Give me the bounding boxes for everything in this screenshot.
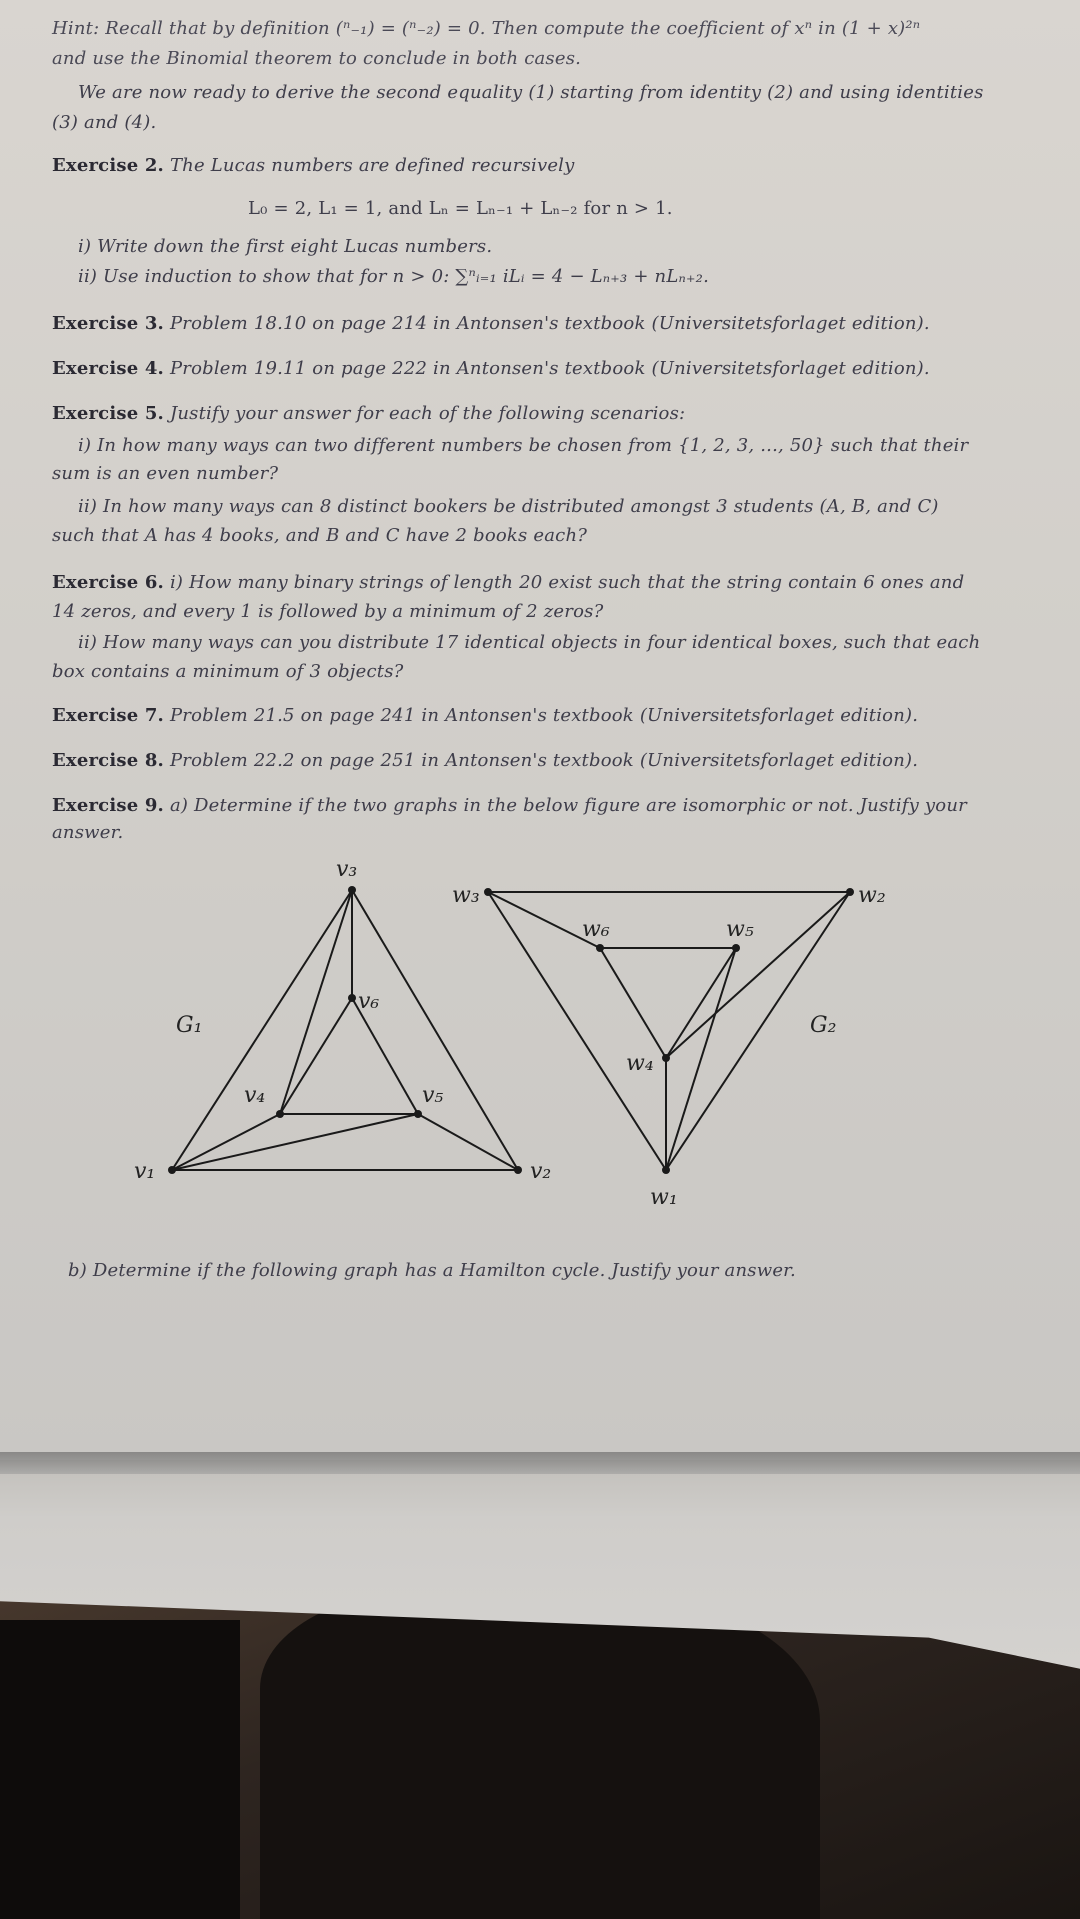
exercise-2-part-i: i) Write down the first eight Lucas numbers. bbox=[78, 236, 493, 257]
edge-v3-v4 bbox=[280, 890, 352, 1114]
vertex-v6 bbox=[348, 994, 356, 1002]
label-w2: w₂ bbox=[858, 883, 886, 908]
label-g1: G₁ bbox=[176, 1013, 203, 1038]
graph-g1-edges bbox=[172, 890, 518, 1170]
label-v3: v₃ bbox=[336, 857, 358, 882]
exercise-8 bbox=[52, 750, 918, 771]
label-w5: w₅ bbox=[726, 917, 754, 942]
exercise-5-text: Justify your answer for each of the following scenarios: bbox=[169, 403, 686, 424]
exercise-6-i-line-2: 14 zeros, and every 1 is followed by a minimum of 2 zeros? bbox=[52, 601, 604, 622]
edge-v1-v4 bbox=[172, 1114, 280, 1170]
edge-w6-w4 bbox=[600, 948, 666, 1058]
vertex-w6 bbox=[596, 944, 604, 952]
label-v2: v₂ bbox=[530, 1159, 552, 1184]
label-v1: v₁ bbox=[134, 1159, 156, 1184]
label-w4: w₄ bbox=[626, 1051, 654, 1076]
exercise-3-text: Problem 18.10 on page 214 in Antonsen's textbook (Universitetsforlaget edition). bbox=[169, 313, 930, 334]
label-w6: w₆ bbox=[582, 917, 610, 942]
label-w1: w₁ bbox=[650, 1185, 678, 1210]
vertex-w5 bbox=[732, 944, 740, 952]
exercise-6-i-line-1: i) How many binary strings of length 20 exist such that the string contain 6 ones and bbox=[169, 572, 965, 593]
exercise-5-i-line-1: i) In how many ways can two different numbers be chosen from {1, 2, 3, ..., 50} such that their bbox=[78, 435, 969, 456]
vertex-w4 bbox=[662, 1054, 670, 1062]
exercise-7-text: Problem 21.5 on page 241 in Antonsen's textbook (Universitetsforlaget edition). bbox=[169, 705, 919, 726]
label-w3: w₃ bbox=[452, 883, 480, 908]
vertex-v5 bbox=[414, 1110, 422, 1118]
exercise-4 bbox=[52, 358, 930, 379]
exercise-6-ii-line-1: ii) How many ways can you distribute 17 identical objects in four identical boxes, such that each bbox=[78, 632, 981, 653]
vertex-v4 bbox=[276, 1110, 284, 1118]
vertex-w2 bbox=[846, 888, 854, 896]
exercise-2-label: Exercise 2. bbox=[52, 155, 165, 176]
vertex-w3 bbox=[484, 888, 492, 896]
edge-v1-v5 bbox=[172, 1114, 418, 1170]
exercise-6-label: Exercise 6. bbox=[52, 572, 165, 593]
label-g2: G₂ bbox=[810, 1013, 837, 1038]
exercise-5-ii-line-1: ii) In how many ways can 8 distinct bookers be distributed amongst 3 students (A, B, and C) bbox=[78, 496, 939, 517]
edge-v6-v4 bbox=[280, 998, 352, 1114]
exercise-9-part-b: b) Determine if the following graph has a Hamilton cycle. Justify your answer. bbox=[68, 1260, 796, 1281]
exercise-8-label: Exercise 8. bbox=[52, 750, 165, 771]
vertex-v2 bbox=[514, 1166, 522, 1174]
intro-line-1: We are now ready to derive the second equality (1) starting from identity (2) and using identities bbox=[78, 82, 984, 103]
hint-line-2: and use the Binomial theorem to conclude in both cases. bbox=[52, 48, 582, 69]
graph-figure bbox=[0, 840, 1080, 1220]
intro-line-2: (3) and (4). bbox=[52, 112, 157, 133]
exercise-9-text: a) Determine if the two graphs in the below figure are isomorphic or not. Justify your bbox=[169, 795, 967, 816]
exercise-5-label: Exercise 5. bbox=[52, 403, 165, 424]
exercise-2-part-ii: ii) Use induction to show that for n > 0: ∑ⁿᵢ₌₁ iLᵢ = 4 − Lₙ₊₃ + nLₙ₊₂. bbox=[78, 266, 710, 287]
exercise-8-text: Problem 22.2 on page 251 in Antonsen's textbook (Universitetsforlaget edition). bbox=[169, 750, 919, 771]
lucas-formula: L₀ = 2, L₁ = 1, and Lₙ = Lₙ₋₁ + Lₙ₋₂ for n > 1. bbox=[248, 198, 673, 219]
exercise-7-label: Exercise 7. bbox=[52, 705, 165, 726]
exercise-7 bbox=[52, 705, 918, 726]
paper-shadow bbox=[0, 1452, 1080, 1474]
exercise-6-ii-line-2: box contains a minimum of 3 objects? bbox=[52, 661, 404, 682]
dark-object-left bbox=[0, 1620, 240, 1919]
exercise-9-line-2: answer. bbox=[52, 822, 124, 843]
label-v5: v₅ bbox=[422, 1083, 444, 1108]
edge-w5-w1 bbox=[666, 948, 736, 1170]
exercise-3 bbox=[52, 313, 930, 334]
edge-v6-v5 bbox=[352, 998, 418, 1114]
exercise-9-label: Exercise 9. bbox=[52, 795, 165, 816]
edge-w3-w1 bbox=[488, 892, 666, 1170]
exercise-9-line-1 bbox=[52, 795, 967, 816]
exercise-2-heading bbox=[52, 155, 575, 176]
edge-v5-v2 bbox=[418, 1114, 518, 1170]
vertex-w1 bbox=[662, 1166, 670, 1174]
edge-v3-v2 bbox=[352, 890, 518, 1170]
hint-line-1: Hint: Recall that by definition (ⁿ₋₁) = (ⁿ₋₂) = 0. Then compute the coefficient of xⁿ in (1 + x)²ⁿ bbox=[52, 18, 921, 39]
exercise-3-label: Exercise 3. bbox=[52, 313, 165, 334]
dark-object-center bbox=[260, 1590, 820, 1919]
vertex-v1 bbox=[168, 1166, 176, 1174]
label-v6: v₆ bbox=[358, 989, 380, 1014]
exercise-2-text: The Lucas numbers are defined recursively bbox=[169, 155, 575, 176]
exercise-4-text: Problem 19.11 on page 222 in Antonsen's textbook (Universitetsforlaget edition). bbox=[169, 358, 930, 379]
graph-g2-vertices bbox=[484, 888, 854, 1174]
vertex-v3 bbox=[348, 886, 356, 894]
exercise-5-ii-line-2: such that A has 4 books, and B and C have 2 books each? bbox=[52, 525, 588, 546]
exercise-4-label: Exercise 4. bbox=[52, 358, 165, 379]
exercise-5-i-line-2: sum is an even number? bbox=[52, 463, 279, 484]
graph-g2-edges bbox=[488, 892, 850, 1170]
label-v4: v₄ bbox=[244, 1083, 266, 1108]
exercise-6-line-1 bbox=[52, 572, 964, 593]
exercise-5-heading bbox=[52, 403, 685, 424]
